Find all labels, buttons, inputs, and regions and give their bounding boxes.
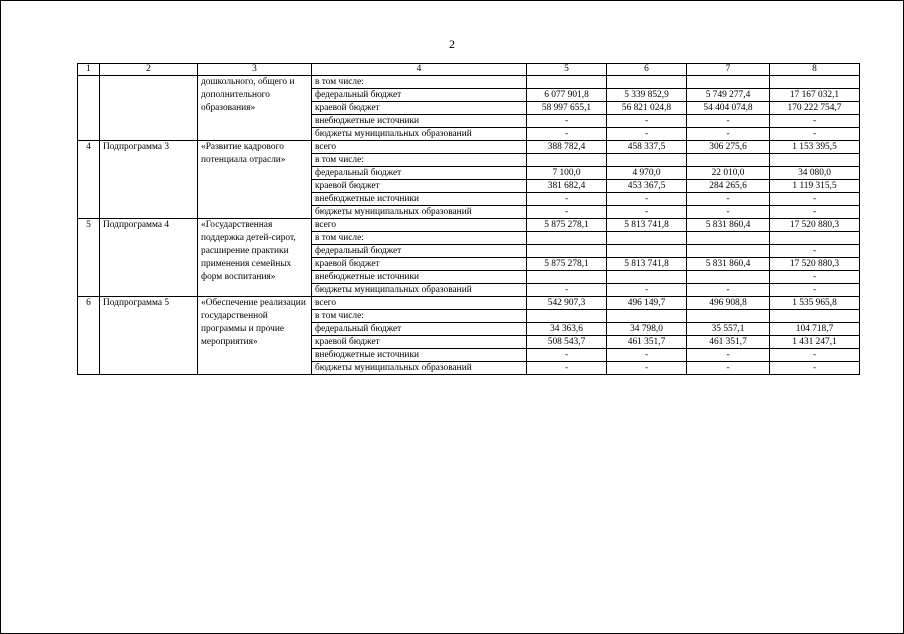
amount-cell: -	[607, 362, 687, 375]
amount-cell: -	[687, 362, 770, 375]
funding-source: внебюджетные источники	[312, 349, 527, 362]
funding-source: краевой бюджет	[312, 258, 527, 271]
funding-source: федеральный бюджет	[312, 323, 527, 336]
amount-cell: 5 749 277,4	[687, 89, 770, 102]
funding-source: в том числе:	[312, 154, 527, 167]
subprogram-name: «Государственная поддержка детей-сирот, расширение практики применения семейных форм воспитания»	[198, 219, 312, 297]
row-index	[78, 76, 100, 141]
amount-cell: -	[770, 206, 860, 219]
amount-cell: -	[770, 271, 860, 284]
amount-cell	[770, 310, 860, 323]
amount-cell: -	[607, 349, 687, 362]
funding-source: внебюджетные источники	[312, 115, 527, 128]
amount-cell: 5 875 278,1	[527, 258, 607, 271]
amount-cell: 1 153 395,5	[770, 141, 860, 154]
funding-source: краевой бюджет	[312, 336, 527, 349]
table-row	[78, 76, 860, 89]
amount-cell	[687, 310, 770, 323]
subprogram-label: Подпрограмма 5	[100, 297, 198, 375]
amount-cell	[687, 232, 770, 245]
amount-cell: 54 404 074,8	[687, 102, 770, 115]
amount-cell: 5 813 741,8	[607, 219, 687, 232]
amount-cell	[687, 76, 770, 89]
amount-cell: 6 077 901,8	[527, 89, 607, 102]
funding-source: бюджеты муниципальных образований	[312, 362, 527, 375]
amount-cell: 458 337,5	[607, 141, 687, 154]
funding-source: в том числе:	[312, 76, 527, 89]
amount-cell: -	[527, 349, 607, 362]
amount-cell: 34 798,0	[607, 323, 687, 336]
funding-source: бюджеты муниципальных образований	[312, 206, 527, 219]
amount-cell	[527, 154, 607, 167]
amount-cell: 5 831 860,4	[687, 219, 770, 232]
amount-cell: -	[687, 128, 770, 141]
funding-source: в том числе:	[312, 232, 527, 245]
funding-source: всего	[312, 141, 527, 154]
subprogram-name: дошкольного, общего и дополнительного образования»	[198, 76, 312, 141]
amount-cell: -	[527, 128, 607, 141]
amount-cell: 56 821 024,8	[607, 102, 687, 115]
amount-cell: -	[770, 115, 860, 128]
amount-cell	[687, 245, 770, 258]
amount-cell	[607, 154, 687, 167]
amount-cell: 1 431 247,1	[770, 336, 860, 349]
amount-cell	[527, 76, 607, 89]
amount-cell: -	[687, 349, 770, 362]
table-body	[78, 76, 860, 375]
funding-source: федеральный бюджет	[312, 245, 527, 258]
header-row	[78, 64, 860, 76]
amount-cell: 542 907,3	[527, 297, 607, 310]
amount-cell: 58 997 655,1	[527, 102, 607, 115]
amount-cell: 17 520 880,3	[770, 258, 860, 271]
subprogram-name: «Обеспечение реализации государственной программы и прочие мероприятия»	[198, 297, 312, 375]
funding-source: краевой бюджет	[312, 102, 527, 115]
column-header: 1	[78, 64, 100, 76]
amount-cell: 388 782,4	[527, 141, 607, 154]
amount-cell: -	[770, 362, 860, 375]
amount-cell: 17 520 880,3	[770, 219, 860, 232]
amount-cell: -	[687, 284, 770, 297]
amount-cell: 496 908,8	[687, 297, 770, 310]
amount-cell: -	[527, 115, 607, 128]
amount-cell: 306 275,6	[687, 141, 770, 154]
amount-cell: 461 351,7	[687, 336, 770, 349]
amount-cell: 5 813 741,8	[607, 258, 687, 271]
amount-cell: 5 875 278,1	[527, 219, 607, 232]
amount-cell	[527, 310, 607, 323]
amount-cell: 17 167 032,1	[770, 89, 860, 102]
column-header: 8	[770, 64, 860, 76]
amount-cell: 453 367,5	[607, 180, 687, 193]
page-number: 2	[449, 37, 455, 51]
amount-cell: 35 557,1	[687, 323, 770, 336]
table-row	[78, 141, 860, 154]
amount-cell: -	[687, 115, 770, 128]
amount-cell: -	[607, 115, 687, 128]
amount-cell: -	[527, 362, 607, 375]
amount-cell	[607, 245, 687, 258]
row-index: 5	[78, 219, 100, 297]
column-header: 6	[607, 64, 687, 76]
amount-cell: -	[607, 284, 687, 297]
funding-source: федеральный бюджет	[312, 167, 527, 180]
amount-cell: -	[770, 245, 860, 258]
amount-cell: -	[527, 284, 607, 297]
subprogram-label	[100, 76, 198, 141]
amount-cell: -	[770, 349, 860, 362]
amount-cell: 22 010,0	[687, 167, 770, 180]
amount-cell: 1 119 315,5	[770, 180, 860, 193]
amount-cell: 1 535 965,8	[770, 297, 860, 310]
row-index: 4	[78, 141, 100, 219]
funding-source: краевой бюджет	[312, 180, 527, 193]
subprogram-name: «Развитие кадрового потенциала отрасли»	[198, 141, 312, 219]
amount-cell: 7 100,0	[527, 167, 607, 180]
column-header: 7	[687, 64, 770, 76]
funding-source: внебюджетные источники	[312, 271, 527, 284]
table-row	[78, 297, 860, 310]
funding-source: в том числе:	[312, 310, 527, 323]
amount-cell	[770, 76, 860, 89]
funding-source: внебюджетные источники	[312, 193, 527, 206]
amount-cell: 4 970,0	[607, 167, 687, 180]
amount-cell: -	[607, 206, 687, 219]
amount-cell	[770, 232, 860, 245]
funding-source: бюджеты муниципальных образований	[312, 284, 527, 297]
row-index: 6	[78, 297, 100, 375]
column-header: 3	[198, 64, 312, 76]
amount-cell: 34 080,0	[770, 167, 860, 180]
amount-cell	[607, 76, 687, 89]
table-row	[78, 219, 860, 232]
amount-cell: -	[770, 128, 860, 141]
amount-cell	[527, 271, 607, 284]
subprogram-label: Подпрограмма 3	[100, 141, 198, 219]
amount-cell: -	[527, 193, 607, 206]
column-header: 4	[312, 64, 527, 76]
amount-cell	[607, 271, 687, 284]
amount-cell: 496 149,7	[607, 297, 687, 310]
column-header: 5	[527, 64, 607, 76]
funding-source: всего	[312, 297, 527, 310]
amount-cell	[527, 245, 607, 258]
subprogram-label: Подпрограмма 4	[100, 219, 198, 297]
funding-source: бюджеты муниципальных образований	[312, 128, 527, 141]
amount-cell	[607, 232, 687, 245]
amount-cell	[527, 232, 607, 245]
amount-cell	[770, 154, 860, 167]
amount-cell: 34 363,6	[527, 323, 607, 336]
amount-cell: -	[607, 193, 687, 206]
amount-cell: -	[527, 206, 607, 219]
amount-cell: 381 682,4	[527, 180, 607, 193]
column-header: 2	[100, 64, 198, 76]
amount-cell: 5 831 860,4	[687, 258, 770, 271]
amount-cell: -	[687, 193, 770, 206]
amount-cell: -	[770, 193, 860, 206]
amount-cell: 284 265,6	[687, 180, 770, 193]
amount-cell	[687, 271, 770, 284]
amount-cell	[607, 310, 687, 323]
amount-cell: 170 222 754,7	[770, 102, 860, 115]
amount-cell: -	[607, 128, 687, 141]
amount-cell	[687, 154, 770, 167]
amount-cell: 508 543,7	[527, 336, 607, 349]
amount-cell: -	[687, 206, 770, 219]
amount-cell: 5 339 852,9	[607, 89, 687, 102]
funding-source: федеральный бюджет	[312, 89, 527, 102]
amount-cell: 104 718,7	[770, 323, 860, 336]
budget-table	[77, 63, 860, 375]
amount-cell: 461 351,7	[607, 336, 687, 349]
funding-source: всего	[312, 219, 527, 232]
amount-cell: -	[770, 284, 860, 297]
